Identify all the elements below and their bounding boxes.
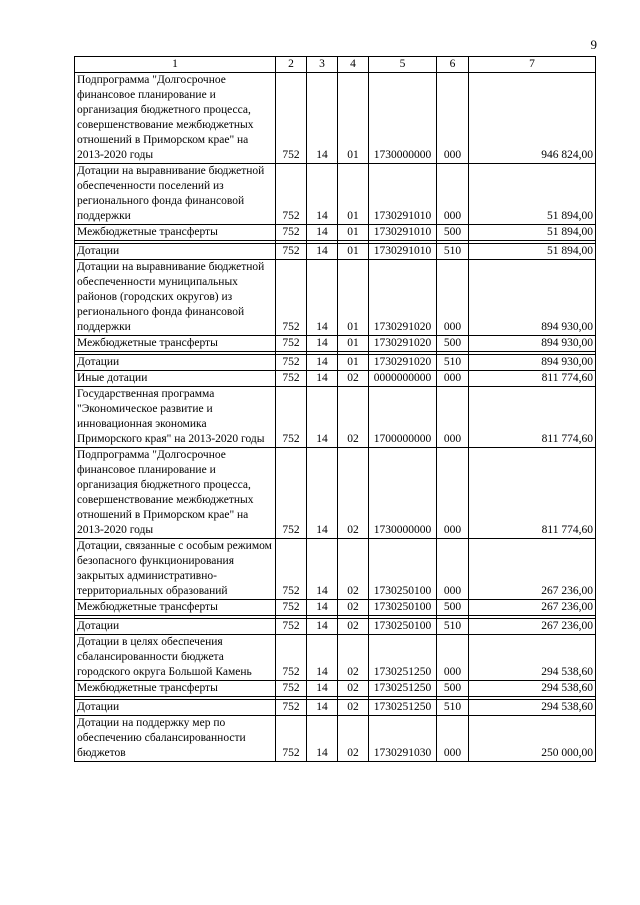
row-amount: 811 774,60: [469, 371, 596, 387]
row-code-2: 752: [276, 244, 307, 260]
row-code-6: 000: [437, 539, 469, 600]
row-amount: 267 236,00: [469, 539, 596, 600]
row-code-2: 752: [276, 387, 307, 448]
row-code-5: 1730251250: [369, 700, 437, 716]
row-code-6: 500: [437, 225, 469, 241]
row-amount: 894 930,00: [469, 355, 596, 371]
row-name: Дотации в целях обеспечения сбалансированности бюджета городского округа Большой Камень: [75, 635, 276, 681]
row-code-6: 510: [437, 355, 469, 371]
row-code-2: 752: [276, 700, 307, 716]
row-code-5: 1730250100: [369, 619, 437, 635]
row-name: Дотации, связанные с особым режимом безопасного функционирования закрытых административно-территориальных образований: [75, 539, 276, 600]
column-header-6: 6: [437, 57, 469, 73]
header-row: [75, 57, 596, 73]
row-code-6: 510: [437, 244, 469, 260]
row-code-5: 0000000000: [369, 371, 437, 387]
row-amount: 51 894,00: [469, 244, 596, 260]
row-code-6: 500: [437, 336, 469, 352]
row-name: Дотации: [75, 244, 276, 260]
row-name: Межбюджетные трансферты: [75, 336, 276, 352]
row-code-6: 000: [437, 164, 469, 225]
row-code-4: 01: [338, 164, 369, 225]
row-code-5: 1730291010: [369, 225, 437, 241]
column-header-2: 2: [276, 57, 307, 73]
row-name: Дотации: [75, 355, 276, 371]
row-amount: 294 538,60: [469, 681, 596, 697]
row-code-4: 02: [338, 600, 369, 616]
table-row: [75, 387, 596, 448]
row-code-2: 752: [276, 448, 307, 539]
row-code-3: 14: [307, 387, 338, 448]
row-amount: 267 236,00: [469, 619, 596, 635]
row-code-2: 752: [276, 225, 307, 241]
row-code-3: 14: [307, 336, 338, 352]
row-code-4: 02: [338, 700, 369, 716]
row-amount: 267 236,00: [469, 600, 596, 616]
row-name: Дотации на поддержку мер по обеспечению сбалансированности бюджетов: [75, 716, 276, 762]
row-code-3: 14: [307, 539, 338, 600]
row-code-3: 14: [307, 635, 338, 681]
row-code-2: 752: [276, 619, 307, 635]
row-code-5: 1730000000: [369, 73, 437, 164]
table-row: [75, 635, 596, 681]
row-code-3: 14: [307, 700, 338, 716]
row-name: Государственная программа "Экономическое развитие и инновационная экономика Приморского края" на 2013-2020 годы: [75, 387, 276, 448]
table-row: [75, 260, 596, 336]
row-code-2: 752: [276, 73, 307, 164]
row-code-6: 000: [437, 371, 469, 387]
row-code-5: 1730250100: [369, 539, 437, 600]
row-code-4: 01: [338, 336, 369, 352]
row-code-5: 1730250100: [369, 600, 437, 616]
row-name: Иные дотации: [75, 371, 276, 387]
row-code-5: 1730291020: [369, 260, 437, 336]
row-code-5: 1700000000: [369, 387, 437, 448]
row-amount: 294 538,60: [469, 635, 596, 681]
row-code-6: 510: [437, 700, 469, 716]
row-code-6: 500: [437, 600, 469, 616]
row-name: Подпрограмма "Долгосрочное финансовое планирование и организация бюджетного процесса, совершенствование межбюджетных отношений в Приморском крае" на 2013-2020 годы: [75, 73, 276, 164]
row-code-3: 14: [307, 600, 338, 616]
table-row: [75, 619, 596, 635]
row-code-3: 14: [307, 371, 338, 387]
row-code-4: 02: [338, 387, 369, 448]
row-code-3: 14: [307, 681, 338, 697]
row-amount: 51 894,00: [469, 225, 596, 241]
row-code-5: 1730291010: [369, 244, 437, 260]
row-code-4: 02: [338, 681, 369, 697]
row-code-6: 000: [437, 716, 469, 762]
row-amount: 811 774,60: [469, 448, 596, 539]
table-row: [75, 539, 596, 600]
table-row: [75, 600, 596, 616]
column-header-7: 7: [469, 57, 596, 73]
row-code-6: 000: [437, 635, 469, 681]
row-code-2: 752: [276, 635, 307, 681]
row-code-3: 14: [307, 260, 338, 336]
row-name: Межбюджетные трансферты: [75, 681, 276, 697]
row-code-5: 1730291020: [369, 336, 437, 352]
row-code-4: 01: [338, 355, 369, 371]
row-code-3: 14: [307, 73, 338, 164]
row-code-4: 02: [338, 539, 369, 600]
column-header-4: 4: [338, 57, 369, 73]
row-amount: 811 774,60: [469, 387, 596, 448]
row-code-3: 14: [307, 619, 338, 635]
row-amount: 294 538,60: [469, 700, 596, 716]
row-code-3: 14: [307, 716, 338, 762]
row-name: Подпрограмма "Долгосрочное финансовое планирование и организация бюджетного процесса, совершенствование межбюджетных отношений в Приморском крае" на 2013-2020 годы: [75, 448, 276, 539]
row-code-3: 14: [307, 225, 338, 241]
row-amount: 250 000,00: [469, 716, 596, 762]
row-name: Дотации: [75, 619, 276, 635]
row-code-5: 1730291010: [369, 164, 437, 225]
table-row: [75, 336, 596, 352]
row-code-4: 02: [338, 635, 369, 681]
table-row: [75, 681, 596, 697]
row-code-5: 1730000000: [369, 448, 437, 539]
row-code-4: 02: [338, 448, 369, 539]
row-code-2: 752: [276, 371, 307, 387]
row-code-2: 752: [276, 681, 307, 697]
table-row: [75, 700, 596, 716]
row-code-5: 1730291020: [369, 355, 437, 371]
row-code-3: 14: [307, 164, 338, 225]
row-code-2: 752: [276, 600, 307, 616]
row-name: Межбюджетные трансферты: [75, 600, 276, 616]
row-code-5: 1730291030: [369, 716, 437, 762]
row-code-4: 02: [338, 619, 369, 635]
column-header-5: 5: [369, 57, 437, 73]
page-number: 9: [590, 37, 597, 52]
row-code-2: 752: [276, 716, 307, 762]
row-code-6: 510: [437, 619, 469, 635]
row-code-5: 1730251250: [369, 635, 437, 681]
row-code-6: 500: [437, 681, 469, 697]
row-code-3: 14: [307, 355, 338, 371]
row-name: Дотации на выравнивание бюджетной обеспеченности муниципальных районов (городских округов) из регионального фонда финансовой поддержки: [75, 260, 276, 336]
row-code-6: 000: [437, 73, 469, 164]
table-row: [75, 244, 596, 260]
row-code-2: 752: [276, 355, 307, 371]
row-code-2: 752: [276, 336, 307, 352]
table-row: [75, 164, 596, 225]
row-code-5: 1730251250: [369, 681, 437, 697]
row-code-2: 752: [276, 260, 307, 336]
table-row: [75, 355, 596, 371]
column-header-3: 3: [307, 57, 338, 73]
row-code-4: 01: [338, 244, 369, 260]
table-row: [75, 73, 596, 164]
table-row: [75, 716, 596, 762]
row-name: Дотации: [75, 700, 276, 716]
row-amount: 894 930,00: [469, 336, 596, 352]
row-code-6: 000: [437, 387, 469, 448]
column-header-1: 1: [75, 57, 276, 73]
row-code-4: 02: [338, 716, 369, 762]
table-row: [75, 225, 596, 241]
row-code-3: 14: [307, 244, 338, 260]
table-row: [75, 448, 596, 539]
row-amount: 946 824,00: [469, 73, 596, 164]
row-amount: 51 894,00: [469, 164, 596, 225]
table-row: [75, 371, 596, 387]
row-code-2: 752: [276, 539, 307, 600]
row-code-4: 01: [338, 225, 369, 241]
row-code-6: 000: [437, 260, 469, 336]
row-code-4: 01: [338, 260, 369, 336]
row-code-4: 02: [338, 371, 369, 387]
row-amount: 894 930,00: [469, 260, 596, 336]
row-code-2: 752: [276, 164, 307, 225]
row-code-3: 14: [307, 448, 338, 539]
row-code-4: 01: [338, 73, 369, 164]
row-name: Межбюджетные трансферты: [75, 225, 276, 241]
budget-table: [74, 56, 596, 762]
row-code-6: 000: [437, 448, 469, 539]
row-name: Дотации на выравнивание бюджетной обеспеченности поселений из регионального фонда финансовой поддержки: [75, 164, 276, 225]
